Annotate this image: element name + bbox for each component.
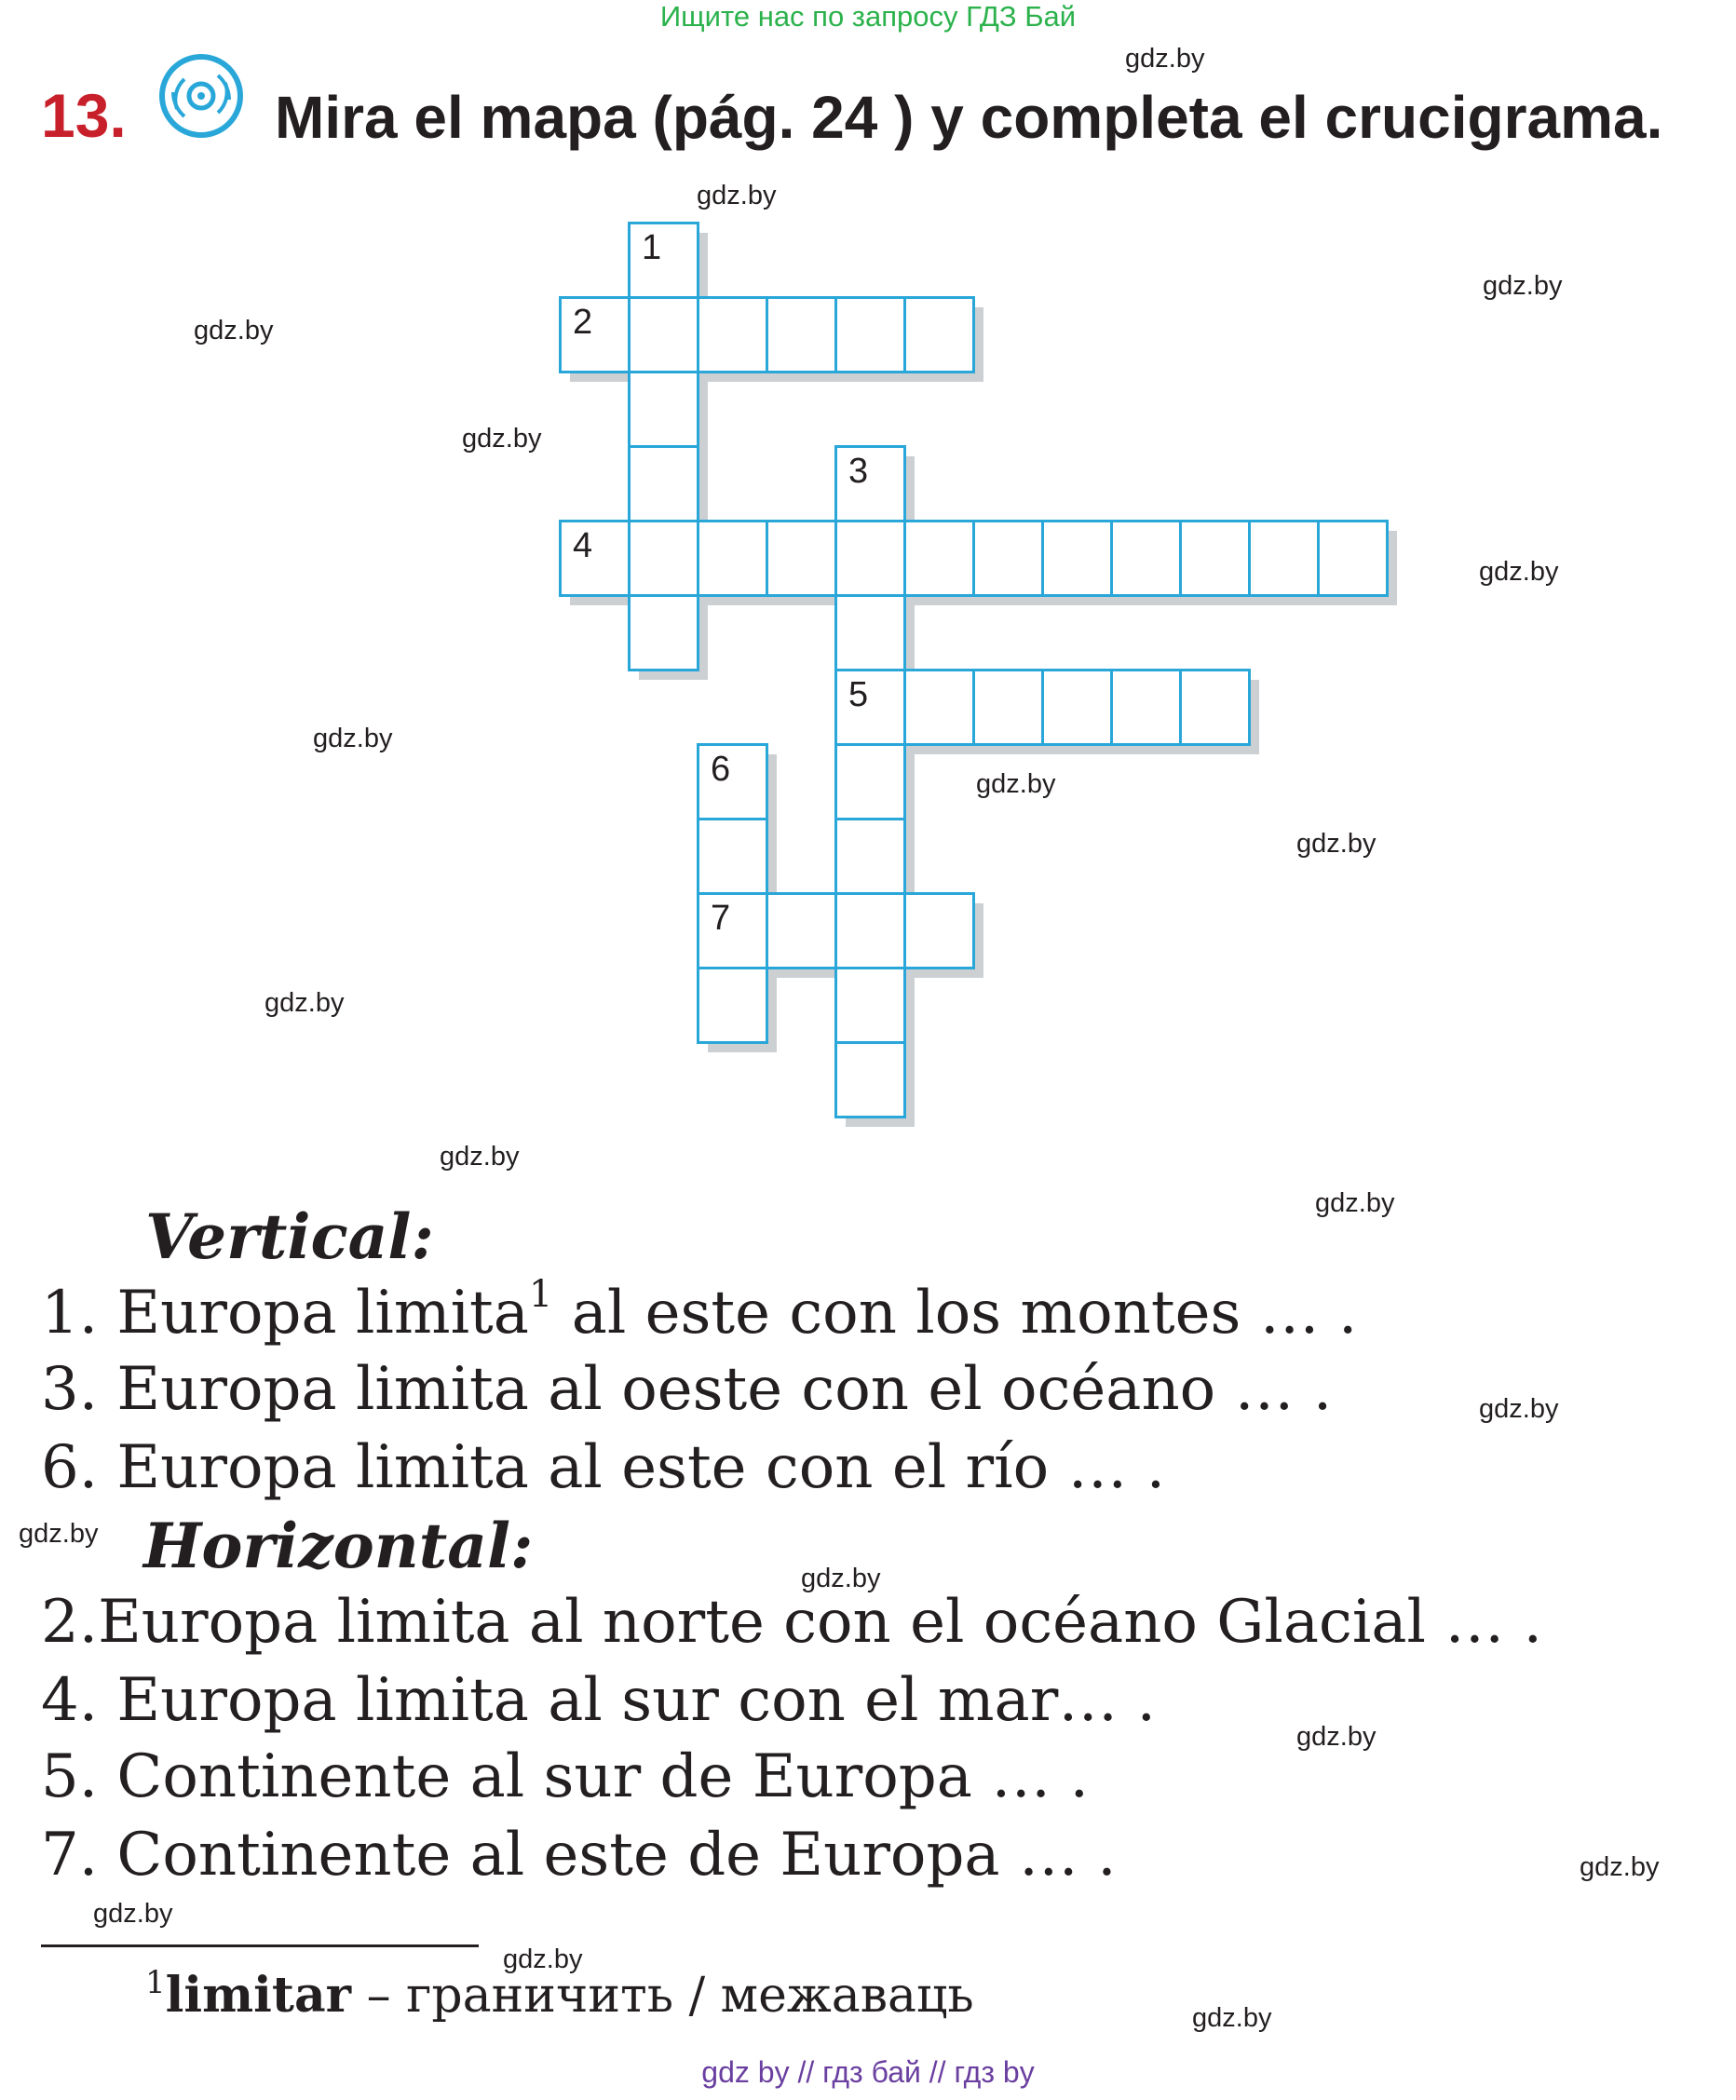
crossword-cell[interactable]: [697, 520, 768, 597]
watermark: gdz.by: [1125, 44, 1205, 74]
crossword-cell[interactable]: [834, 1041, 906, 1118]
crossword-cell[interactable]: [1248, 520, 1320, 597]
crossword-cell[interactable]: [972, 520, 1044, 597]
crossword-cell[interactable]: [834, 594, 906, 671]
crossword-cell[interactable]: [1041, 520, 1113, 597]
watermark: gdz.by: [264, 988, 345, 1018]
footnote: $^1$limitar – граничить / межаваць: [145, 1964, 974, 2024]
crossword-clue-number: 7: [711, 899, 731, 938]
horizontal-clue-7: 7. Continente al este de Europa … .: [41, 1821, 1117, 1890]
crossword-cell[interactable]: [903, 669, 975, 746]
crossword-cell[interactable]: [834, 296, 906, 373]
crossword-cell[interactable]: [1179, 669, 1251, 746]
crossword-cell[interactable]: [766, 520, 837, 597]
footnote-reference: 1: [528, 1273, 553, 1316]
crossword-cell[interactable]: [559, 296, 631, 373]
watermark: gdz.by: [1296, 1722, 1377, 1752]
crossword-clue-number: 3: [848, 452, 869, 491]
horizontal-clue-2: 2.Europa limita al norte con el océano Glacial … .: [41, 1588, 1542, 1657]
vertical-clue-6: 6. Europa limita al este con el río … .: [41, 1433, 1166, 1502]
exercise-title: Mira el mapa (pág. 24 ) y completa el crucigrama.: [275, 84, 1663, 151]
crossword-clue-number: 5: [848, 675, 869, 714]
watermark: gdz.by: [1192, 2003, 1272, 2033]
horizontal-clue-4: 4. Europa limita al sur con el mar… .: [41, 1666, 1156, 1735]
crossword-cell[interactable]: [834, 743, 906, 820]
crossword-cell[interactable]: [903, 892, 975, 969]
watermark: gdz.by: [1479, 1394, 1559, 1424]
crossword-cell[interactable]: [972, 669, 1044, 746]
crossword-cell[interactable]: [1041, 669, 1113, 746]
crossword-cell[interactable]: [834, 967, 906, 1044]
crossword-clue-number: 4: [573, 526, 593, 565]
watermark: gdz.by: [19, 1519, 99, 1549]
vertical-heading: Vertical:: [145, 1200, 434, 1273]
crossword-cell[interactable]: [1317, 520, 1389, 597]
crossword-cell[interactable]: [1110, 669, 1182, 746]
watermark: gdz.by: [697, 181, 777, 210]
watermark: gdz.by: [194, 316, 274, 345]
crossword-cell[interactable]: [766, 892, 837, 969]
watermark: gdz.by: [801, 1564, 881, 1593]
crossword-cell[interactable]: [697, 818, 768, 895]
vertical-clue-3: 3. Europa limita al oeste con el océano … .: [41, 1355, 1333, 1424]
crossword-cell[interactable]: [834, 892, 906, 969]
exercise-number: 13.: [41, 81, 127, 150]
crossword-cell[interactable]: [1179, 520, 1251, 597]
crossword-clue-number: 1: [642, 228, 662, 267]
watermark: gdz.by: [313, 724, 393, 753]
crossword-cell[interactable]: [1110, 520, 1182, 597]
crossword-cell[interactable]: [697, 892, 768, 969]
footnote-divider: [41, 1944, 479, 1947]
vertical-clue-1: 1. Europa limita$^1$ al este con los montes … .: [41, 1273, 1358, 1348]
horizontal-clue-5: 5. Continente al sur de Europa … .: [41, 1742, 1089, 1811]
crossword-cell[interactable]: [628, 222, 699, 299]
crossword-cell[interactable]: [834, 818, 906, 895]
crossword-cell[interactable]: [834, 445, 906, 522]
crossword-cell[interactable]: [628, 371, 699, 448]
horizontal-heading: Horizontal:: [143, 1510, 534, 1582]
watermark: gdz.by: [1296, 829, 1377, 859]
crossword-clue-number: 6: [711, 750, 731, 789]
watermark: gdz.by: [1479, 557, 1559, 587]
crossword-cell[interactable]: [903, 296, 975, 373]
search-hint-banner: Ищите нас по запросу ГДЗ Бай: [659, 0, 1077, 33]
crossword-cell[interactable]: [628, 520, 699, 597]
crossword-cell[interactable]: [697, 743, 768, 820]
crossword-cell[interactable]: [628, 594, 699, 671]
crossword-cell[interactable]: [628, 445, 699, 522]
watermark: gdz.by: [1483, 271, 1563, 301]
watermark: gdz.by: [1580, 1852, 1660, 1882]
watermark: gdz.by: [462, 424, 542, 454]
crossword-cell[interactable]: [903, 520, 975, 597]
crossword-cell[interactable]: [834, 669, 906, 746]
crossword-cell[interactable]: [559, 520, 631, 597]
crossword-cell[interactable]: [766, 296, 837, 373]
watermark: gdz.by: [1315, 1188, 1395, 1218]
crossword-clue-number: 2: [573, 303, 593, 342]
watermark: gdz.by: [503, 1944, 583, 1974]
bottom-site-links: gdz by // гдз бай // гдз by: [701, 2055, 1035, 2089]
crossword-cell[interactable]: [628, 296, 699, 373]
watermark: gdz.by: [976, 769, 1056, 799]
crossword-cell[interactable]: [697, 296, 768, 373]
watermark: gdz.by: [440, 1142, 520, 1172]
crossword-cell[interactable]: [697, 967, 768, 1044]
watermark: gdz.by: [93, 1899, 173, 1929]
crossword-cell[interactable]: [834, 520, 906, 597]
